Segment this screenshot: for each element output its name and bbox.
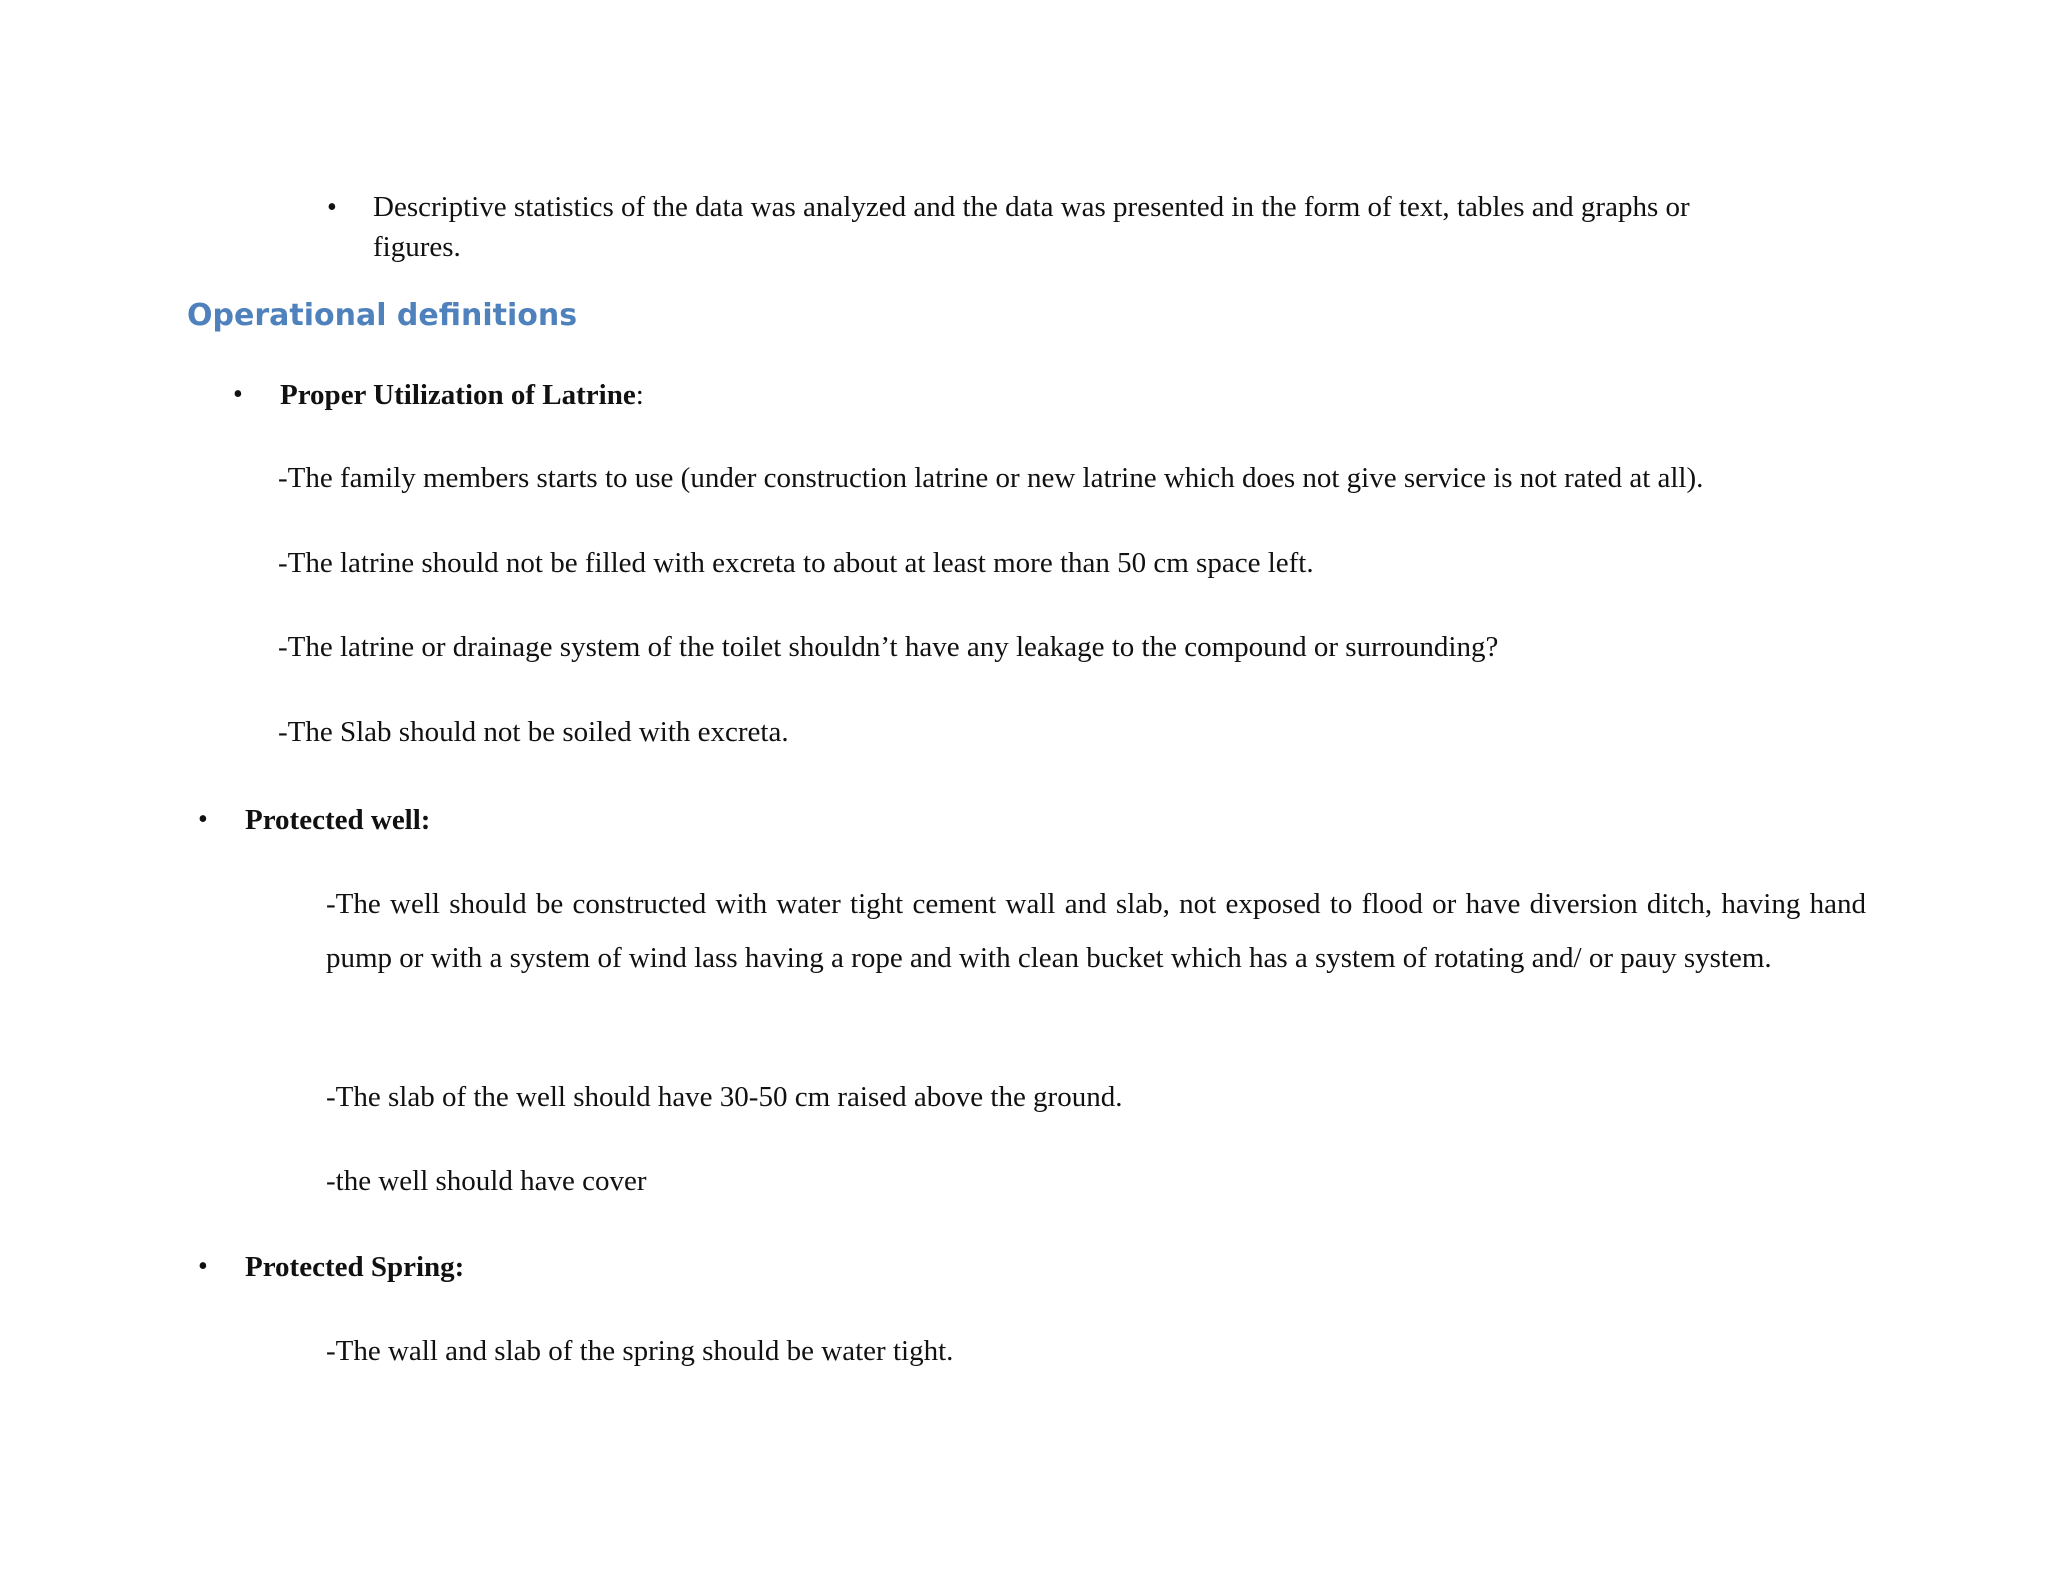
bullet-icon: • [233, 379, 243, 410]
well-item: -The well should be constructed with water tight cement wall and slab, not exposed to flood or have diversion ditch, having hand pump or with a system of wind lass having a rope and with clean bucket which has a system of rotating and/ or pauy system. [326, 888, 1866, 974]
latrine-item: -The latrine should not be filled with excreta to about at least more than 50 cm space left. [278, 547, 1314, 579]
well-title: Protected well: [245, 804, 431, 836]
bullet-icon: • [327, 192, 337, 223]
latrine-title [280, 375, 644, 415]
intro-paragraph: Descriptive statistics of the data was analyzed and the data was presented in the form of text, tables and graphs or figures. [373, 191, 1690, 263]
spring-item: -The wall and slab of the spring should be water tight. [326, 1335, 954, 1367]
latrine-title-suffix: : [635, 379, 644, 411]
section-heading: Operational definitions [187, 298, 578, 333]
bullet-icon: • [198, 1251, 208, 1282]
well-item: -The slab of the well should have 30-50 cm raised above the ground. [326, 1081, 1123, 1113]
latrine-item: -The family members starts to use (under construction latrine or new latrine which does not give service is not rated at all). [278, 462, 1704, 494]
latrine-title-text: Proper Utilization of Latrine [280, 379, 636, 411]
latrine-item: -The Slab should not be soiled with excreta. [278, 716, 789, 748]
well-item: -the well should have cover [326, 1165, 647, 1197]
spring-title: Protected Spring: [245, 1251, 465, 1283]
bullet-icon: • [198, 804, 208, 835]
latrine-item: -The latrine or drainage system of the toilet shouldn’t have any leakage to the compound or surrounding? [278, 631, 1499, 663]
